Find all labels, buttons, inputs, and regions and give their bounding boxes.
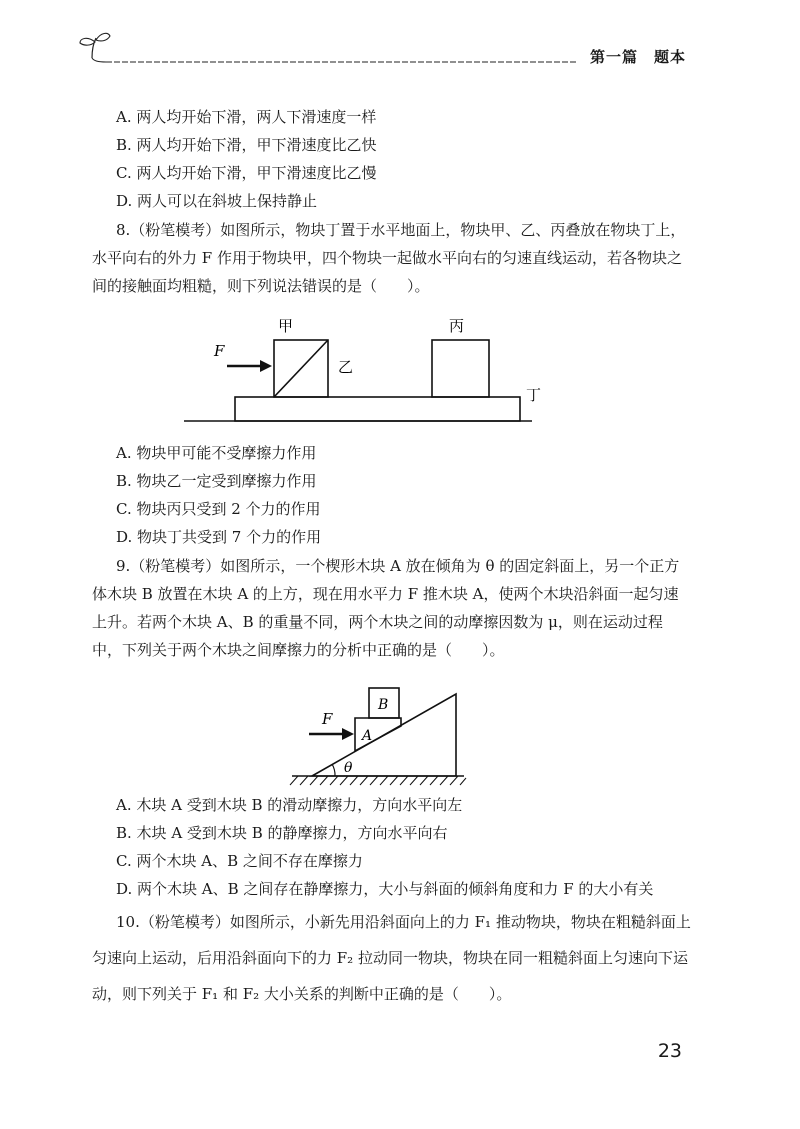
q9-option-a: A. 木块 A 受到木块 B 的滑动摩擦力，方向水平向左 — [116, 796, 463, 814]
page-number: 23 — [657, 1040, 682, 1062]
incline-diagram — [92, 664, 692, 792]
q8-option-c: C. 物块丙只受到 2 个力的作用 — [116, 500, 321, 518]
q10-stem: 10.（粉笔模考）如图所示，小新先用沿斜面向上的力 F₁ 推动物块，物块在粗糙斜面上匀速向上运动，后用沿斜面向下的力 F₂ 拉动同一物块，物块在同一粗糙斜面上匀速向下运动，则下列关于 F₁ 和 F₂ 大小关系的判断中正确的是（ ）。 — [92, 913, 691, 1003]
block-bing — [432, 340, 489, 397]
q8-figure — [92, 300, 692, 440]
q8-option-a: A. 物块甲可能不受摩擦力作用 — [116, 444, 317, 462]
q9-stem: 9.（粉笔模考）如图所示，一个楔形木块 A 放在倾角为 θ 的固定斜面上，另一个正方体木块 B 放置在木块 A 的上方，现在用水平力 F 推木块 A，使两个木块沿斜面一起匀速上升。若两个木块 A、B 的重量不同，两个木块之间的动摩擦因数为 μ，则在运动过程中，下列关于两个木块之间摩擦力的分析中正确的是（ ）。 — [92, 557, 680, 659]
section-title: 第一篇 题本 — [584, 46, 686, 67]
q9-figure — [92, 664, 692, 792]
q7-option-d: D. 两人可以在斜坡上保持静止 — [116, 192, 318, 210]
blocks-diagram — [92, 300, 692, 440]
force-arrow-head — [342, 728, 354, 740]
q8-option-d: D. 物块丁共受到 7 个力的作用 — [116, 528, 322, 546]
q7-option-c: C. 两人均开始下滑，甲下滑速度比乙慢 — [116, 164, 377, 182]
force-label: F — [214, 342, 225, 360]
label-b: B — [378, 697, 389, 713]
ground-hatching — [290, 776, 466, 785]
q8-option-b: B. 物块乙一定受到摩擦力作用 — [116, 472, 317, 490]
q9-option-d: D. 两个木块 A、B 之间存在静摩擦力，大小与斜面的倾斜角度和力 F 的大小有关 — [116, 880, 654, 898]
q9-option-b: B. 木块 A 受到木块 B 的静摩擦力，方向水平向右 — [116, 824, 448, 842]
q9-option-c: C. 两个木块 A、B 之间不存在摩擦力 — [116, 852, 363, 870]
page-content — [92, 104, 692, 1012]
label-jia: 甲 — [278, 317, 294, 335]
angle-arc — [332, 764, 335, 776]
label-a: A — [362, 728, 373, 744]
block-ding — [235, 397, 520, 421]
label-ding: 丁 — [526, 386, 542, 404]
q7-option-a: A. 两人均开始下滑，两人下滑速度一样 — [116, 108, 377, 126]
q7-option-b: B. 两人均开始下滑，甲下滑速度比乙快 — [116, 136, 377, 154]
block-diagonal — [274, 340, 328, 397]
label-theta: θ — [344, 760, 353, 776]
label-yi: 乙 — [338, 358, 354, 376]
label-bing: 丙 — [449, 317, 465, 335]
force-label: F — [322, 710, 333, 728]
force-arrow-head — [260, 360, 272, 372]
page-header — [76, 28, 696, 68]
q8-stem: 8.（粉笔模考）如图所示，物块丁置于水平地面上，物块甲、乙、丙叠放在物块丁上，水平向右的外力 F 作用于物块甲，四个物块一起做水平向右的匀速直线运动，若各物块之间的接触面均粗糙，则下列说法错误的是（ ）。 — [92, 221, 686, 295]
